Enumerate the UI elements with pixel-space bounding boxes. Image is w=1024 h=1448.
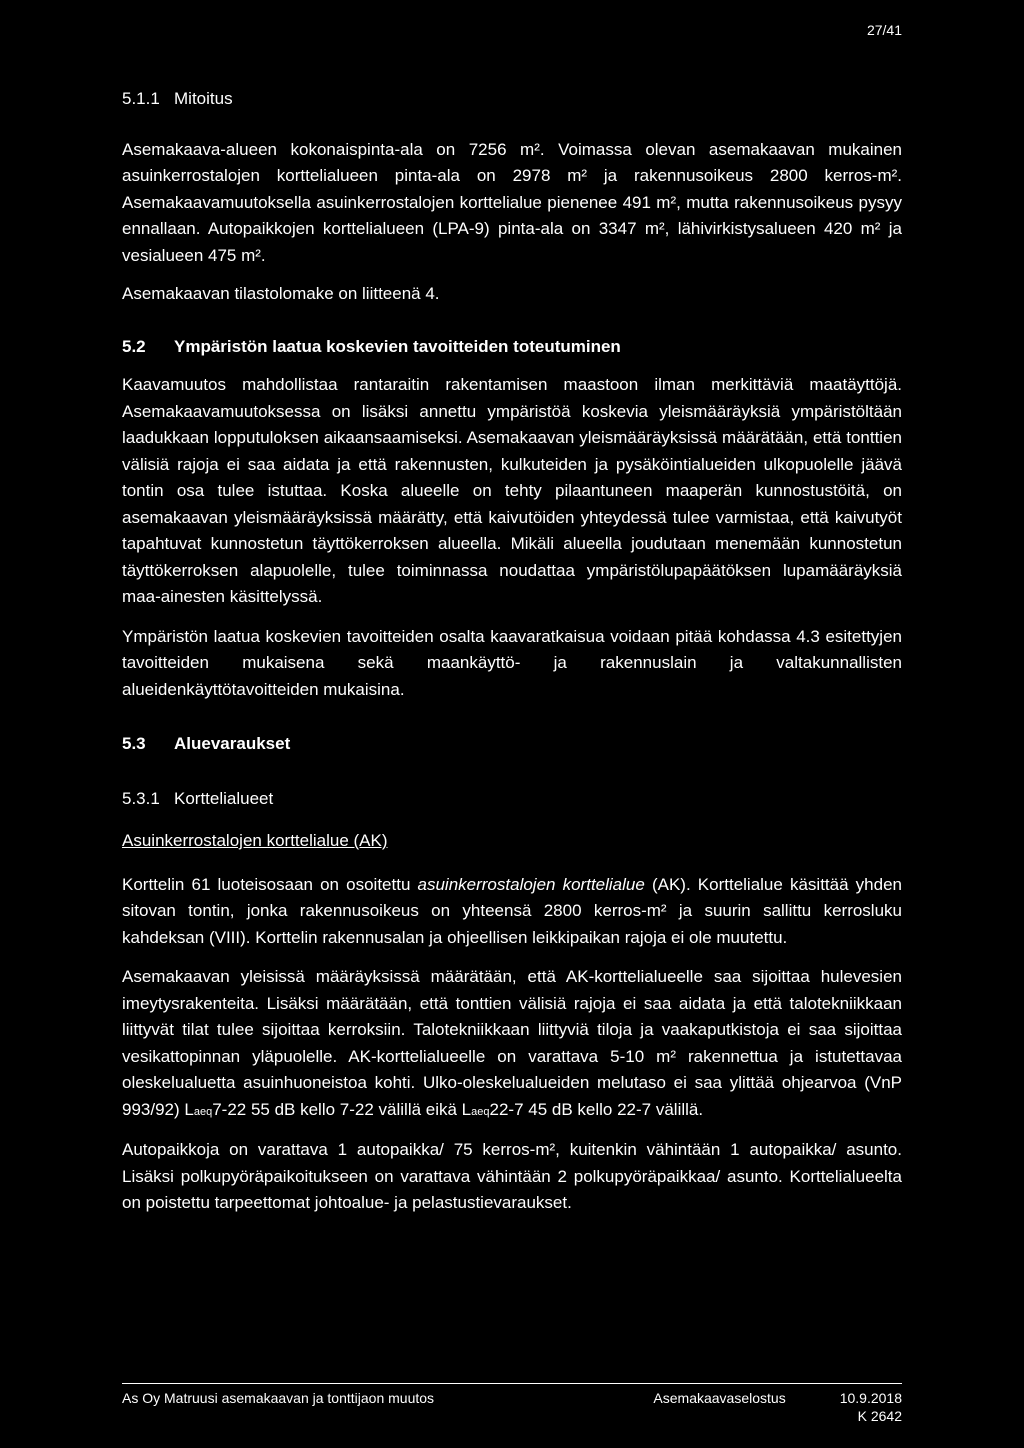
document-body bbox=[122, 86, 902, 1217]
paragraph-ak-block-description bbox=[122, 872, 902, 952]
section-heading-5-1-1 bbox=[122, 86, 902, 113]
page-footer bbox=[122, 1390, 902, 1424]
paragraph-statistics-attachment: Asemakaavan tilastolomake on liitteenä 4. bbox=[122, 284, 440, 303]
section-number: 5.3 bbox=[122, 734, 146, 753]
section-title: Korttelialueet bbox=[174, 788, 274, 808]
paragraph-environment-goals: Kaavamuutos mahdollistaa rantaraitin rakentamisen maastoon ilman merkittäviä maatäyttöjä. Asemakaavamuutoksessa on lisäksi annettu ympäristöä koskevia yleismääräyksiä ympäristöltään laadukkaan lopputuloksen aikaansaamiseksi. Asemakaavan yleismääräyksissä määrätään, että tonttien välisiä rajoja ei saa aidata ja että rakennusten, kulkuteiden ja pysäköintialueiden ulkopuolelle jäävä tontin osa tulee istuttaa. Koska alueelle on tehty pilaantuneen maaperän kunnostustöitä, on asemakaavan yleismääräyksissä määrätty, että kaivutöiden yhteydessä tulee varmistaa, että kaivutyöt tapahtuvat kunnostetun täyttökerroksen alueella. Mikäli alueella joudutaan menemään kunnostetun täyttökerroksen alapuolelle, tulee toiminnassa noudattaa ympäristölupapäätöksen lupamääräyksiä maa-ainesten käsittelyssä. bbox=[122, 375, 902, 606]
page-number: 27/41 bbox=[866, 22, 902, 38]
paragraph-environment-conclusion: Ympäristön laatua koskevien tavoitteiden osalta kaavaratkaisua voidaan pitää kohdassa 4.3 esitettyjen tavoitteiden mukaisena sekä maankäyttö- ja rakennuslain ja valtakunnallisten alueidenkäyttötavoitteiden mukaisina. bbox=[122, 626, 902, 699]
subheading-ak-block: Asuinkerrostalojen korttelialue (AK) bbox=[122, 831, 388, 850]
footer-doc-type: Asemakaavaselostus bbox=[653, 1390, 786, 1406]
section-number: 5.3.1 bbox=[122, 788, 160, 808]
footer-meta bbox=[653, 1390, 902, 1406]
subscript-aeq: aeq bbox=[471, 1105, 490, 1118]
section-title: Ympäristön laatua koskevien tavoitteiden toteutuminen bbox=[174, 336, 621, 356]
section-number: 5.1.1 bbox=[122, 89, 160, 108]
paragraph-area-totals: Asemakaava-alueen kokonaispinta-ala on 7256 m². Voimassa olevan asemakaavan mukainen asuinkerrostalojen korttelialueen pinta-ala on 2978 m² ja rakennusoikeus 2800 kerros-m². Asemakaavamuutoksella asuinkerrostalojen korttelialue pienenee 491 m², mutta rakennusoikeus pysyy ennallaan. Autopaikkojen korttelialueen (LPA-9) pinta-ala on 3347 m², lähivirkistysalueen 420 m² ja vesialueen 475 m². bbox=[122, 139, 902, 265]
subscript-aeq: aeq bbox=[193, 1105, 213, 1118]
text-run: Asemakaavan yleisissä määräyksissä määrätään, että AK-korttelialueelle saa sijoittaa hulevesien imeytysrakenteita. Lisäksi määrätään, että tonttien välisiä rajoja ei saa aidata ja että talotekniikkaan liittyvät tilat tulee sijoittaa kerroksiin. Talotekniikkaan liittyviä tiloja ja vaakaputkistoja ei saa sijoittaa vesikattopinnan yläpuolelle. AK-korttelialueelle on varattava 5-10 m² rakennettua ja istutettavaa oleskelualuetta asuinhuoneistoa kohti. Ulko-oleskelualueiden melutaso ei saa ylittää ohjearvoa (VnP 993/92) L bbox=[122, 967, 902, 1119]
text-run: Korttelin 61 luoteisosaan on osoitettu bbox=[122, 874, 418, 894]
section-title: Mitoitus bbox=[174, 89, 233, 108]
section-number: 5.2 bbox=[122, 336, 146, 356]
text-run: (AK). Korttelialue käsittää yhden sitovan tontin, jonka rakennusoikeus on yhteensä 2800 kerros-m² ja suurin sallittu kerrosluku kahdeksan (VIII). Korttelin rakennusalan ja ohjeellisen leikkipaikan rajoja ei ole muutettu. bbox=[122, 874, 902, 947]
footer-code: K 2642 bbox=[857, 1408, 902, 1424]
paragraph-ak-regulations bbox=[122, 964, 902, 1125]
footer-divider bbox=[122, 1383, 902, 1384]
footer-date: 10.9.2018 bbox=[839, 1390, 902, 1406]
section-title: Aluevaraukset bbox=[174, 734, 291, 753]
section-heading-5-3-1 bbox=[122, 786, 902, 813]
text-run: 7-22 55 dB kello 7-22 välillä eikä L bbox=[212, 1099, 472, 1119]
paragraph-parking: Autopaikkoja on varattava 1 autopaikka/ 75 kerros-m², kuitenkin vähintään 1 autopaikka/ asunto. Lisäksi polkupyöräpaikoitukseen on varattava vähintään 2 polkupyöräpaikkaa/ asunto. Korttelialueelta on poistettu tarpeettomat johtoalue- ja pelastustievaraukset. bbox=[122, 1140, 902, 1212]
italic-term: asuinkerrostalojen korttelialue bbox=[417, 874, 645, 894]
text-run: 22-7 45 dB kello 22-7 välillä. bbox=[489, 1099, 704, 1119]
section-heading-5-3 bbox=[122, 731, 902, 758]
section-heading-5-2 bbox=[122, 334, 902, 361]
footer-project: As Oy Matruusi asemakaavan ja tonttijaon muutos bbox=[122, 1390, 435, 1406]
footer-row bbox=[122, 1390, 902, 1406]
